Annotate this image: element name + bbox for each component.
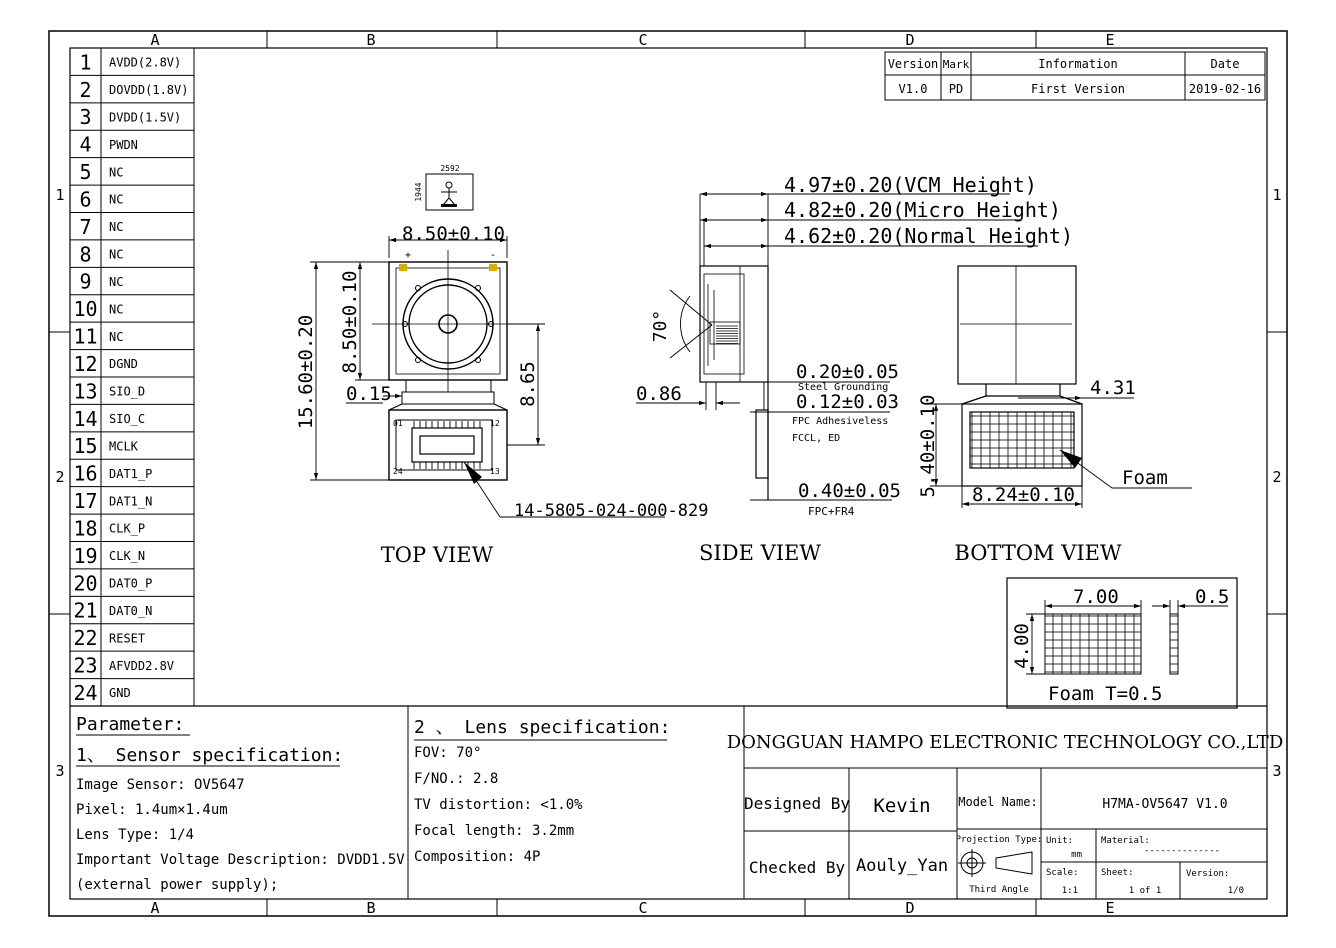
checker-name: Aouly_Yan: [855, 856, 949, 876]
foam-detail-height: 4.00: [1011, 623, 1033, 669]
pin-number: 12: [73, 351, 98, 376]
dim-0-15: 0.15: [346, 383, 392, 405]
foam-detail-edge: [1170, 614, 1178, 674]
pin-name: MCLK: [109, 439, 138, 454]
model-name-value: H7MA-OV5647 V1.0: [1102, 797, 1228, 812]
bottom-view-label: BOTTOM VIEW: [954, 541, 1122, 565]
sheet-value: 1 of 1: [1128, 886, 1162, 896]
scale-value: 1:1: [1061, 886, 1078, 896]
pin-number: 15: [73, 434, 98, 459]
dim-8-65: 8.65: [517, 361, 539, 407]
fpc-note-1: FPC Adhesiveless: [792, 416, 889, 427]
lens-line-5: Composition: 4P: [414, 849, 541, 865]
res-width-label: 2592: [440, 164, 460, 173]
fpc-thickness-dim: 0.12±0.03: [796, 391, 899, 413]
normal-height-dim: 4.62±0.20(Normal Height): [784, 224, 1073, 248]
board-connector: [412, 428, 482, 462]
pin-number: 13: [73, 379, 98, 404]
side-connector: [756, 410, 768, 478]
pin-number: 7: [79, 214, 92, 239]
pin-name: DAT1_N: [109, 494, 153, 509]
grid-row-left-3: 3: [55, 762, 65, 780]
grid-col-top-c: C: [638, 31, 648, 49]
res-height-label: 1944: [414, 182, 423, 202]
pin-name: DOVDD(1.8V): [109, 83, 189, 98]
pin-number: 20: [73, 571, 98, 596]
pin-number: 8: [79, 242, 92, 267]
pin-01-label: 01: [393, 419, 403, 428]
pin-number: 4: [79, 132, 92, 157]
unit-value: mm: [1071, 850, 1082, 860]
pin-number: 21: [73, 598, 98, 623]
unit-label: Unit:: [1046, 836, 1074, 846]
rev-information: First Version: [1031, 82, 1125, 96]
lens-line-4: Focal length: 3.2mm: [414, 823, 575, 839]
top-width-dim: 8.50±0.10: [402, 223, 505, 245]
rev-date: 2019-02-16: [1188, 82, 1262, 96]
rev-mark: PD: [948, 82, 964, 96]
foam-label: Foam: [1122, 467, 1168, 489]
rev-header-version: Version: [887, 57, 939, 71]
foam-detail-thickness: 0.5: [1195, 586, 1230, 608]
grid-col-top-a: A: [150, 31, 160, 49]
sheet-label: Sheet:: [1101, 868, 1134, 878]
revision-table: [885, 52, 1265, 100]
pin-name: DAT0_N: [109, 603, 153, 618]
vcm-height-dim: 4.97±0.20(VCM Height): [784, 173, 1037, 197]
sensor-line-5: (external power supply);: [76, 877, 279, 893]
pin-number: 1: [79, 50, 92, 75]
sensor-line-1: Image Sensor: OV5647: [76, 777, 245, 793]
pin-13-label: 13: [490, 467, 500, 476]
total-height-dim: 15.60±0.20: [295, 314, 317, 430]
lens-line-3: TV distortion: <1.0%: [414, 797, 583, 813]
side-view-label: SIDE VIEW: [699, 541, 821, 565]
pin-number: 18: [73, 516, 98, 541]
pin-number: 22: [73, 626, 98, 651]
foam-pad: [970, 412, 1074, 468]
foam-detail: [1007, 578, 1237, 708]
grid-row-right-2: 2: [1272, 468, 1282, 486]
pin-name: NC: [109, 302, 124, 317]
bottom-view: [917, 266, 1192, 565]
fpc-note-2: FCCL, ED: [792, 433, 841, 444]
designer-name: Kevin: [873, 795, 931, 817]
top-view-label: TOP VIEW: [380, 543, 494, 567]
projection-type-value: Third Angle: [969, 885, 1029, 895]
pin-name: AFVDD2.8V: [109, 658, 175, 673]
material-label: Material:: [1101, 836, 1150, 846]
model-name-label: Model Name:: [958, 795, 1038, 809]
company-name: DONGGUAN HAMPO ELECTRONIC TECHNOLOGY CO.,LTD: [726, 732, 1284, 753]
rev-header-information: Information: [1038, 57, 1118, 71]
pin-number: 19: [73, 543, 98, 568]
pin-name: CLK_N: [109, 549, 146, 564]
grid-col-bot-d: D: [905, 899, 915, 917]
pin-number: 9: [79, 269, 92, 294]
sensor-line-2: Pixel: 1.4um×1.4um: [76, 802, 228, 818]
pin-name: RESET: [109, 631, 146, 646]
pin-name: DVDD(1.5V): [109, 110, 182, 125]
fov-angle-dim: 70°: [650, 309, 671, 343]
pin-number: 6: [79, 187, 92, 212]
pin-number: 11: [73, 324, 98, 349]
steel-thickness-dim: 0.20±0.05: [796, 361, 899, 383]
pin-number: 17: [73, 489, 98, 514]
pin-12-label: 12: [490, 419, 500, 428]
fr4-thickness-dim: 0.40±0.05: [798, 480, 901, 502]
rev-header-mark: Mark: [942, 58, 970, 71]
material-value: --------------: [1144, 846, 1220, 856]
pin-name: NC: [109, 165, 124, 180]
pin-number: 10: [73, 297, 98, 322]
grid-col-bot-b: B: [366, 899, 376, 917]
pin-number: 2: [79, 77, 92, 102]
sensor-line-4: Important Voltage Description: DVDD1.5V: [76, 852, 405, 868]
pin-name: CLK_P: [109, 521, 146, 536]
grid-col-bot-c: C: [638, 899, 648, 917]
pin-name: PWDN: [109, 137, 138, 152]
pin-name: DAT0_P: [109, 576, 153, 591]
pin-number: 16: [73, 461, 98, 486]
pin-name: SIO_C: [109, 412, 146, 427]
grid-col-top-b: B: [366, 31, 376, 49]
grid-row-right-1: 1: [1272, 186, 1282, 204]
bottom-housing: [958, 266, 1076, 384]
pin-name: NC: [109, 220, 124, 235]
sensor-spec-title: 1、 Sensor specification:: [76, 745, 344, 766]
lens-line-2: F/NO.: 2.8: [414, 771, 499, 787]
pin-name: NC: [109, 274, 124, 289]
lens-line-1: FOV: 70°: [414, 745, 482, 761]
fpc-width-dim: 8.24±0.10: [972, 484, 1075, 506]
fpc-height-dim: 5.40±0.10: [917, 394, 939, 498]
pin-name: GND: [109, 686, 131, 701]
connector-part-number: 14-5805-024-000-829: [514, 501, 709, 521]
pin-number: 14: [73, 406, 98, 431]
pin-table: [70, 48, 194, 706]
resolution-icon: [426, 174, 473, 210]
pin-name: DGND: [109, 357, 138, 372]
pin-name: NC: [109, 247, 124, 262]
top-view: [295, 164, 708, 567]
pin-name: NC: [109, 329, 124, 344]
version-label: Version:: [1186, 869, 1230, 879]
grid-col-bot-e: E: [1105, 899, 1115, 917]
checked-by-label: Checked By: [748, 858, 846, 877]
dim-4-31: 4.31: [1090, 377, 1136, 399]
foam-detail-pad: [1045, 614, 1141, 674]
micro-height-dim: 4.82±0.20(Micro Height): [784, 198, 1061, 222]
pin-name: NC: [109, 192, 124, 207]
pin-24-label: 24: [393, 467, 403, 476]
projection-type-label: Projection Type:: [955, 835, 1043, 845]
scale-label: Scale:: [1046, 868, 1079, 878]
polarity-plus: +: [405, 250, 412, 261]
grid-col-top-d: D: [905, 31, 915, 49]
steel-note: Steel Grounding: [798, 382, 889, 393]
rev-header-date: Date: [1210, 57, 1240, 71]
grid-col-bot-a: A: [150, 899, 160, 917]
lens-height-dim: 8.50±0.10: [339, 270, 361, 374]
pin-number: 5: [79, 160, 92, 185]
polarity-minus: -: [490, 250, 497, 261]
lens-spec-title: 2 、 Lens specification:: [414, 717, 671, 738]
title-block: [727, 706, 1284, 899]
grid-col-top-e: E: [1105, 31, 1115, 49]
designed-by-label: Designed By: [744, 794, 850, 813]
pin-name: DAT1_P: [109, 466, 153, 481]
pin-name: SIO_D: [109, 384, 146, 399]
grid-row-left-1: 1: [55, 186, 65, 204]
version-value: 1/0: [1227, 886, 1244, 896]
grid-row-left-2: 2: [55, 468, 65, 486]
fr4-note: FPC+FR4: [808, 505, 855, 518]
foam-detail-caption: Foam T=0.5: [1048, 683, 1163, 705]
pin-name: AVDD(2.8V): [109, 55, 182, 70]
rev-version: V1.0: [898, 82, 928, 96]
pin-number: 3: [79, 105, 92, 130]
foam-detail-width: 7.00: [1073, 586, 1119, 608]
pin-number: 24: [73, 680, 98, 705]
dim-0-86: 0.86: [636, 383, 682, 405]
parameter-title: Parameter:: [76, 714, 185, 735]
pin-number: 23: [73, 653, 98, 678]
grid-row-right-3: 3: [1272, 762, 1282, 780]
sensor-line-3: Lens Type: 1/4: [76, 827, 195, 843]
